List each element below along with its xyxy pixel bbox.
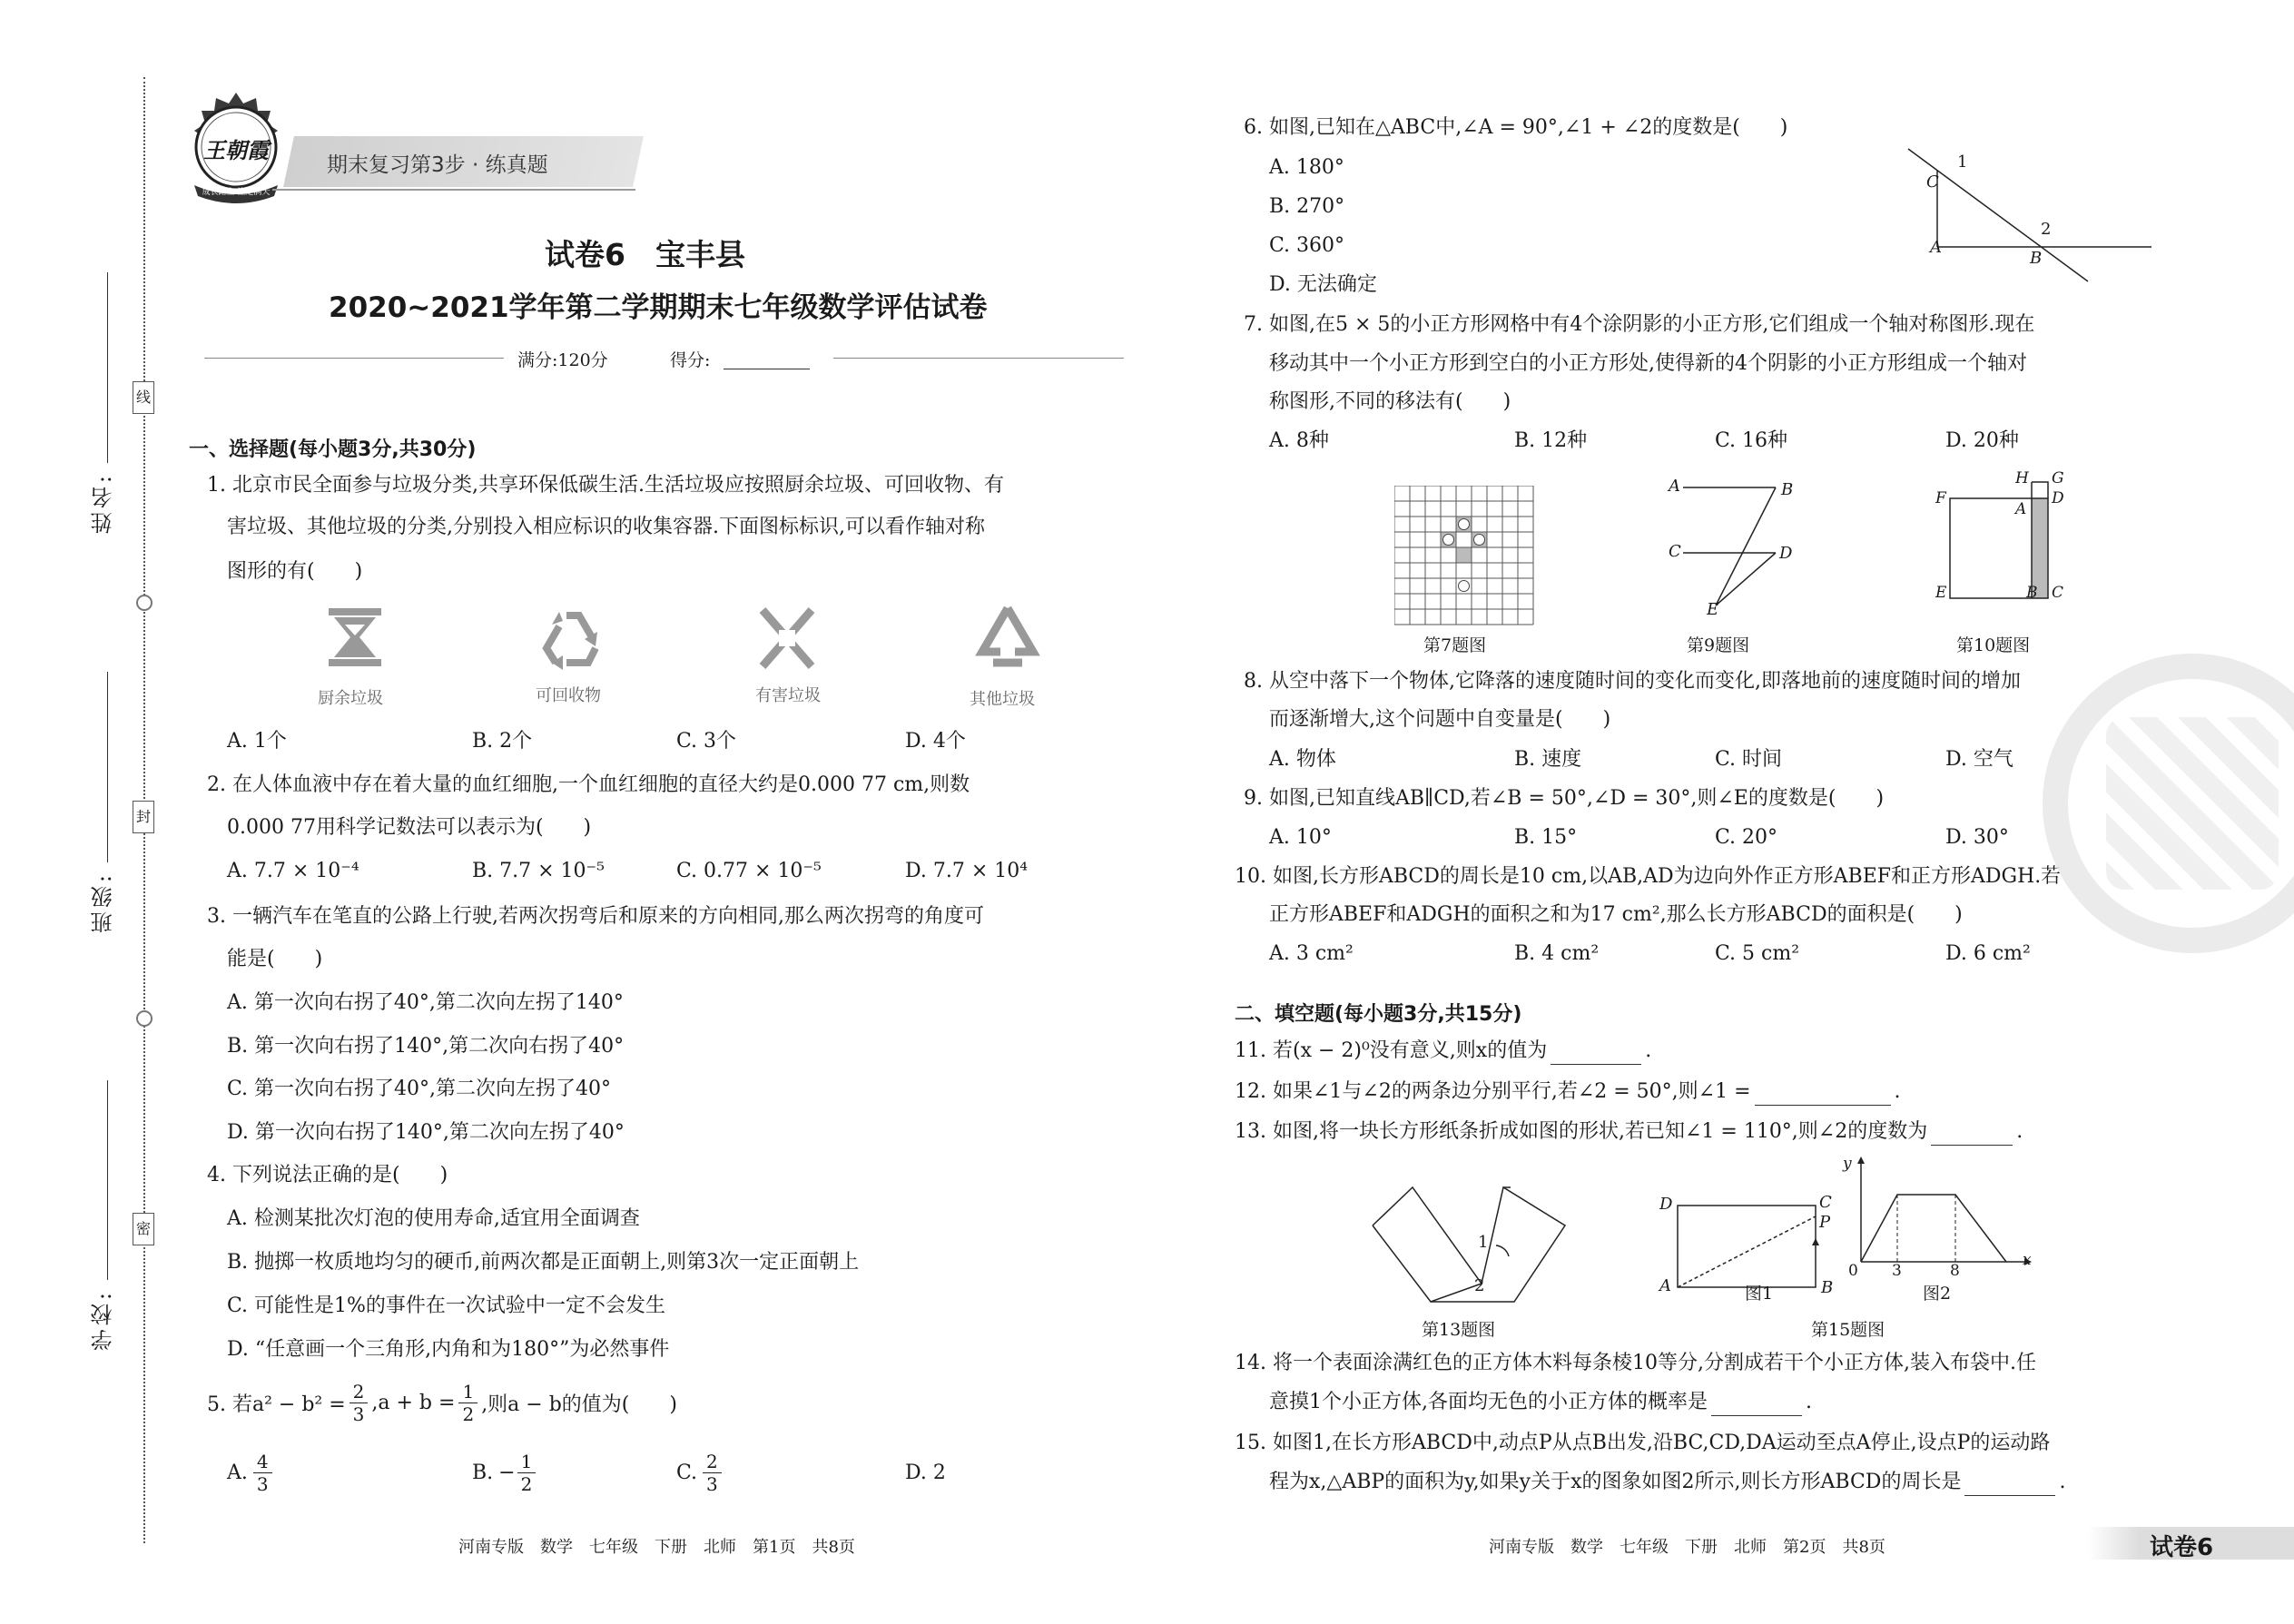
q6-option-b[interactable]: B. 270° — [1269, 195, 1345, 218]
brand-logo — [182, 91, 290, 209]
fig15-2-caption: 图2 — [1923, 1284, 1952, 1304]
q5-stem — [207, 1375, 677, 1430]
fig9-label-e: E — [1707, 600, 1719, 619]
paper-subtitle: 2020~2021学年第二学期期末七年级数学评估试卷 — [329, 291, 988, 324]
full-score: 满分:120分 — [517, 350, 608, 370]
q14-answer-blank[interactable] — [1711, 1393, 1802, 1416]
fig13-caption: 第13题图 — [1422, 1320, 1496, 1340]
q5-a-frac — [253, 1451, 272, 1495]
q6-figure — [1906, 136, 2161, 290]
q4-option-d[interactable]: D. “任意画一个三角形,内角和为180°”为必然事件 — [227, 1338, 670, 1361]
q2-line1: 2. 在人体血液中存在着大量的血红细胞,一个血红细胞的直径大约是0.000 77 cm,则数 — [207, 773, 970, 796]
recycle-icon — [539, 606, 606, 674]
footer-left: 河南专版 数学 七年级 下册 北师 第1页 共8页 — [458, 1538, 855, 1557]
kitchen-waste-icon — [325, 606, 385, 674]
fig10-label-a: A — [2015, 500, 2027, 518]
binding-dot-2 — [136, 1010, 153, 1027]
q8-line2: 而逐渐增大,这个问题中自变量是( ) — [1269, 708, 1611, 731]
q1-option-d[interactable]: D. 4个 — [905, 730, 966, 753]
q12-text: 12. 如果∠1与∠2的两条边分别平行,若∠2 = 50°,则∠1 = — [1235, 1080, 1751, 1103]
q5-a-den: 3 — [253, 1472, 272, 1495]
banner-text: 期末复习第3步 · 练真题 — [327, 153, 548, 177]
q5-a-label: A. — [227, 1461, 248, 1484]
section2-heading: 二、填空题(每小题3分,共15分) — [1235, 1003, 1522, 1026]
fig13 — [1369, 1186, 1587, 1313]
q14-line2 — [1269, 1389, 1812, 1416]
q12-end: . — [1894, 1080, 1901, 1103]
school-label: 学校: — [91, 1289, 116, 1352]
q10-option-b[interactable]: B. 4 cm² — [1514, 942, 1600, 965]
fig15-label-b: B — [1821, 1278, 1834, 1297]
q10-line2: 正方形ABEF和ADGH的面积之和为17 cm²,那么长方形ABCD的面积是( ) — [1269, 903, 1963, 926]
q6-label-1: 1 — [1957, 153, 1968, 172]
fig15-tick-8: 8 — [1950, 1262, 1960, 1280]
seal-mark-3: 密 — [133, 1213, 154, 1245]
fig10 — [1925, 469, 2106, 624]
footer-right: 河南专版 数学 七年级 下册 北师 第2页 共8页 — [1489, 1538, 1885, 1557]
fig15-caption: 第15题图 — [1811, 1320, 1885, 1340]
q7-line1: 7. 如图,在5 × 5的小正方形网格中有4个涂阴影的小正方形,它们组成一个轴对称图形.现在 — [1244, 313, 2035, 336]
q6-option-d[interactable]: D. 无法确定 — [1269, 273, 1377, 296]
q11-answer-blank[interactable] — [1551, 1041, 1641, 1065]
icon-label-other: 其他垃圾 — [970, 690, 1035, 709]
q10-option-a[interactable]: A. 3 cm² — [1269, 942, 1354, 965]
q5-c-num: 2 — [706, 1450, 718, 1472]
q11-end: . — [1645, 1039, 1652, 1062]
q4-option-a[interactable]: A. 检测某批次灯泡的使用寿命,适宜用全面调查 — [227, 1207, 640, 1230]
q15-line1: 15. 如图1,在长方形ABCD中,动点P从点B出发,沿BC,CD,DA运动至点A停止,设点P的运动路 — [1235, 1432, 2051, 1454]
q5-option-b[interactable] — [472, 1445, 536, 1500]
q1-option-b[interactable]: B. 2个 — [472, 730, 533, 753]
q6-option-a[interactable]: A. 180° — [1269, 156, 1344, 179]
fig9-label-d: D — [1779, 544, 1793, 563]
q11-line — [1235, 1038, 1651, 1065]
q7-option-d[interactable]: D. 20种 — [1945, 429, 2019, 452]
q6-label-2: 2 — [2041, 220, 2052, 239]
q9-option-d[interactable]: D. 30° — [1945, 826, 2009, 849]
q2-option-b[interactable]: B. 7.7 × 10⁻⁵ — [472, 860, 605, 882]
section1-heading: 一、选择题(每小题3分,共30分) — [189, 438, 477, 461]
q1-line1: 1. 北京市民全面参与垃圾分类,共享环保低碳生活.生活垃圾应按照厨余垃圾、可回收物、有 — [207, 474, 1004, 497]
fig10-label-f: F — [1935, 489, 1946, 507]
q6-option-c[interactable]: C. 360° — [1269, 234, 1345, 257]
fig15-label-p: P — [1819, 1213, 1831, 1232]
q3-option-a[interactable]: A. 第一次向右拐了40°,第二次向左拐了140° — [227, 991, 624, 1014]
class-field[interactable] — [107, 672, 108, 862]
binding-dot-1 — [136, 595, 153, 611]
fig9 — [1658, 475, 1821, 620]
fig15-label-d: D — [1659, 1195, 1673, 1214]
q5-b-label: B. — [472, 1461, 494, 1484]
fig10-label-b: B — [2026, 584, 2038, 602]
q5-b-sign: − — [498, 1461, 516, 1484]
q5-c-den: 3 — [703, 1472, 722, 1495]
q5-c-frac — [703, 1451, 722, 1495]
q5-a-num: 4 — [256, 1450, 269, 1472]
fig7-caption: 第7题图 — [1423, 635, 1487, 655]
q5-fraction-1 — [350, 1381, 369, 1425]
q15-answer-blank[interactable] — [1964, 1472, 2055, 1496]
fig10-label-g: G — [2052, 469, 2064, 487]
q8-option-a[interactable]: A. 物体 — [1269, 748, 1336, 771]
fig10-label-c: C — [2052, 584, 2064, 602]
fig15-origin: 0 — [1848, 1262, 1858, 1280]
logo-slogan: 成长路上 注定满天 — [202, 188, 271, 197]
q7-option-a[interactable]: A. 8种 — [1269, 429, 1329, 452]
q8-option-b[interactable]: B. 速度 — [1514, 748, 1582, 771]
icon-label-kitchen: 厨余垃圾 — [318, 689, 383, 708]
q11-text: 11. 若(x − 2)⁰没有意义,则x的值为 — [1235, 1039, 1548, 1062]
fig9-label-a: A — [1669, 477, 1680, 496]
q3-option-d[interactable]: D. 第一次向右拐了140°,第二次向左拐了40° — [227, 1121, 625, 1144]
q1-line2: 害垃圾、其他垃圾的分类,分别投入相应标识的收集容器.下面图标标识,可以看作轴对称 — [227, 516, 985, 538]
q1-option-a[interactable]: A. 1个 — [227, 730, 287, 753]
class-label: 班级: — [91, 871, 116, 934]
name-field[interactable] — [107, 272, 108, 463]
fig13-angle2-label: 2 — [1474, 1276, 1485, 1295]
q6-label-c: C — [1926, 172, 1939, 192]
q4-line1: 4. 下列说法正确的是( ) — [207, 1164, 448, 1186]
name-label: 姓名: — [91, 472, 116, 535]
q5-b-num: 1 — [520, 1450, 533, 1472]
seal-mark-2: 封 — [133, 801, 154, 833]
q13-end: . — [2016, 1120, 2023, 1143]
q4-option-c[interactable]: C. 可能性是1%的事件在一次试验中一定不会发生 — [227, 1294, 665, 1317]
q7-option-b[interactable]: B. 12种 — [1514, 429, 1588, 452]
q14-line1: 14. 将一个表面涂满红色的正方体木料每条棱10等分,分割成若干个小正方体,装入布袋中.任 — [1235, 1352, 2036, 1374]
q3-line2: 能是( ) — [227, 948, 323, 970]
title-rule-right — [833, 358, 1124, 359]
logo-text: 王朝霞 — [203, 137, 269, 163]
q12-answer-blank[interactable] — [1755, 1082, 1891, 1106]
fig15-axis-x: x — [2023, 1251, 2032, 1269]
q5-c-label: C. — [676, 1461, 698, 1484]
fig15-1-caption: 图1 — [1745, 1284, 1774, 1304]
q5-f2-den: 2 — [458, 1403, 478, 1425]
fig10-label-e: E — [1935, 584, 1947, 602]
icon-label-recyclable: 可回收物 — [536, 686, 601, 705]
q9-option-b[interactable]: B. 15° — [1514, 826, 1578, 849]
fig15-label-a: A — [1659, 1276, 1671, 1295]
q5-f1-den: 3 — [350, 1403, 369, 1425]
fig15-tick-3: 3 — [1892, 1262, 1902, 1280]
footer-tag: 试卷6 — [2150, 1534, 2214, 1561]
q6-line1: 6. 如图,已知在△ABC中,∠A = 90°,∠1 + ∠2的度数是( ) — [1244, 116, 1788, 139]
q8-line1: 8. 从空中落下一个物体,它降落的速度随时间的变化而变化,即落地前的速度随时间的增加 — [1244, 670, 2021, 693]
q6-label-a: A — [1930, 238, 1942, 257]
score-label: 得分: — [670, 350, 711, 370]
q13-text: 13. 如图,将一块长方形纸条折成如图的形状,若已知∠1 = 110°,则∠2的度数为 — [1235, 1120, 1928, 1143]
q5-pre: 5. 若a² − b² = — [207, 1393, 346, 1416]
q3-option-c[interactable]: C. 第一次向右拐了40°,第二次向左拐了40° — [227, 1078, 612, 1100]
q8-option-c[interactable]: C. 时间 — [1715, 748, 1783, 771]
q2-line2: 0.000 77用科学记数法可以表示为( ) — [227, 816, 592, 839]
q14-text: 意摸1个小正方体,各面均无色的小正方体的概率是 — [1269, 1391, 1708, 1413]
fig9-label-b: B — [1781, 480, 1794, 499]
q7-line2: 移动其中一个小正方形到空白的小正方形处,使得新的4个阴影的小正方形组成一个轴对 — [1269, 352, 2027, 375]
q10-option-d[interactable]: D. 6 cm² — [1945, 942, 2031, 965]
q10-option-c[interactable]: C. 5 cm² — [1715, 942, 1800, 965]
q2-option-a[interactable]: A. 7.7 × 10⁻⁴ — [227, 860, 359, 882]
q2-option-d[interactable]: D. 7.7 × 10⁴ — [905, 860, 1029, 882]
fig9-label-c: C — [1669, 542, 1681, 561]
fig10-label-h: H — [2015, 469, 2029, 487]
q7-option-c[interactable]: C. 16种 — [1715, 429, 1788, 452]
q15-end: . — [2059, 1471, 2066, 1493]
q5-option-a[interactable] — [227, 1445, 272, 1500]
title-rule-left — [204, 358, 504, 359]
q1-line3: 图形的有( ) — [227, 560, 363, 583]
watermark-seal-inner — [2106, 717, 2279, 890]
banner-underline — [272, 189, 635, 191]
q6-label-b: B — [2030, 249, 2043, 268]
q5-b-frac — [517, 1451, 537, 1495]
q1-option-c[interactable]: C. 3个 — [676, 730, 737, 753]
q10-line1: 10. 如图,长方形ABCD的周长是10 cm,以AB,AD为边向外作正方形ABEF和正方形ADGH.若 — [1235, 865, 2062, 888]
q13-answer-blank[interactable] — [1931, 1122, 2013, 1146]
q5-post: ,则a − b的值为( ) — [481, 1393, 677, 1416]
q5-b-den: 2 — [517, 1472, 537, 1495]
fig9-caption: 第9题图 — [1687, 635, 1750, 655]
q13-line — [1235, 1118, 2023, 1146]
q9-option-c[interactable]: C. 20° — [1715, 826, 1778, 849]
q12-line — [1235, 1078, 1901, 1106]
q7-line3: 称图形,不同的移法有( ) — [1269, 390, 1511, 413]
q9-line1: 9. 如图,已知直线AB∥CD,若∠B = 50°,∠D = 30°,则∠E的度数是( ) — [1244, 787, 1885, 810]
hazardous-icon — [757, 606, 817, 674]
seal-mark-1: 线 — [133, 381, 154, 414]
fig15-2-graph — [1843, 1156, 2033, 1284]
fig7-grid — [1394, 486, 1536, 631]
q4-option-b[interactable]: B. 抛掷一枚质地均匀的硬币,前两次都是正面朝上,则第3次一定正面朝上 — [227, 1251, 860, 1274]
q5-option-c[interactable] — [676, 1445, 722, 1500]
q5-d-label: D. 2 — [905, 1461, 946, 1484]
fig15-axis-y: y — [1843, 1155, 1852, 1173]
q2-option-c[interactable]: C. 0.77 × 10⁻⁵ — [676, 860, 822, 882]
q5-f1-num: 2 — [352, 1380, 365, 1403]
q15-line2 — [1269, 1469, 2065, 1496]
fig10-label-d: D — [2052, 489, 2064, 507]
icon-label-hazardous: 有害垃圾 — [755, 686, 821, 705]
paper-title: 试卷6 宝丰县 — [545, 237, 745, 272]
q5-f2-num: 1 — [462, 1380, 475, 1403]
q8-option-d[interactable]: D. 空气 — [1945, 748, 2013, 771]
q14-end: . — [1806, 1391, 1812, 1413]
q5-mid: ,a + b = — [371, 1391, 456, 1414]
q3-line1: 3. 一辆汽车在笔直的公路上行驶,若两次拐弯后和原来的方向相同,那么两次拐弯的角度可 — [207, 905, 984, 928]
fig10-caption: 第10题图 — [1956, 635, 2031, 655]
fig13-angle1-label: 1 — [1478, 1233, 1489, 1252]
q15-text: 程为x,△ABP的面积为y,如果y关于x的图象如图2所示,则长方形ABCD的周长是 — [1269, 1471, 1962, 1493]
other-waste-icon — [973, 603, 1042, 675]
q5-fraction-2 — [458, 1381, 478, 1425]
q9-option-a[interactable]: A. 10° — [1269, 826, 1332, 849]
q5-option-d[interactable] — [905, 1445, 946, 1500]
fig15-label-c: C — [1819, 1193, 1832, 1212]
school-field[interactable] — [107, 1080, 108, 1280]
q3-option-b[interactable]: B. 第一次向右拐了140°,第二次向右拐了40° — [227, 1035, 625, 1058]
